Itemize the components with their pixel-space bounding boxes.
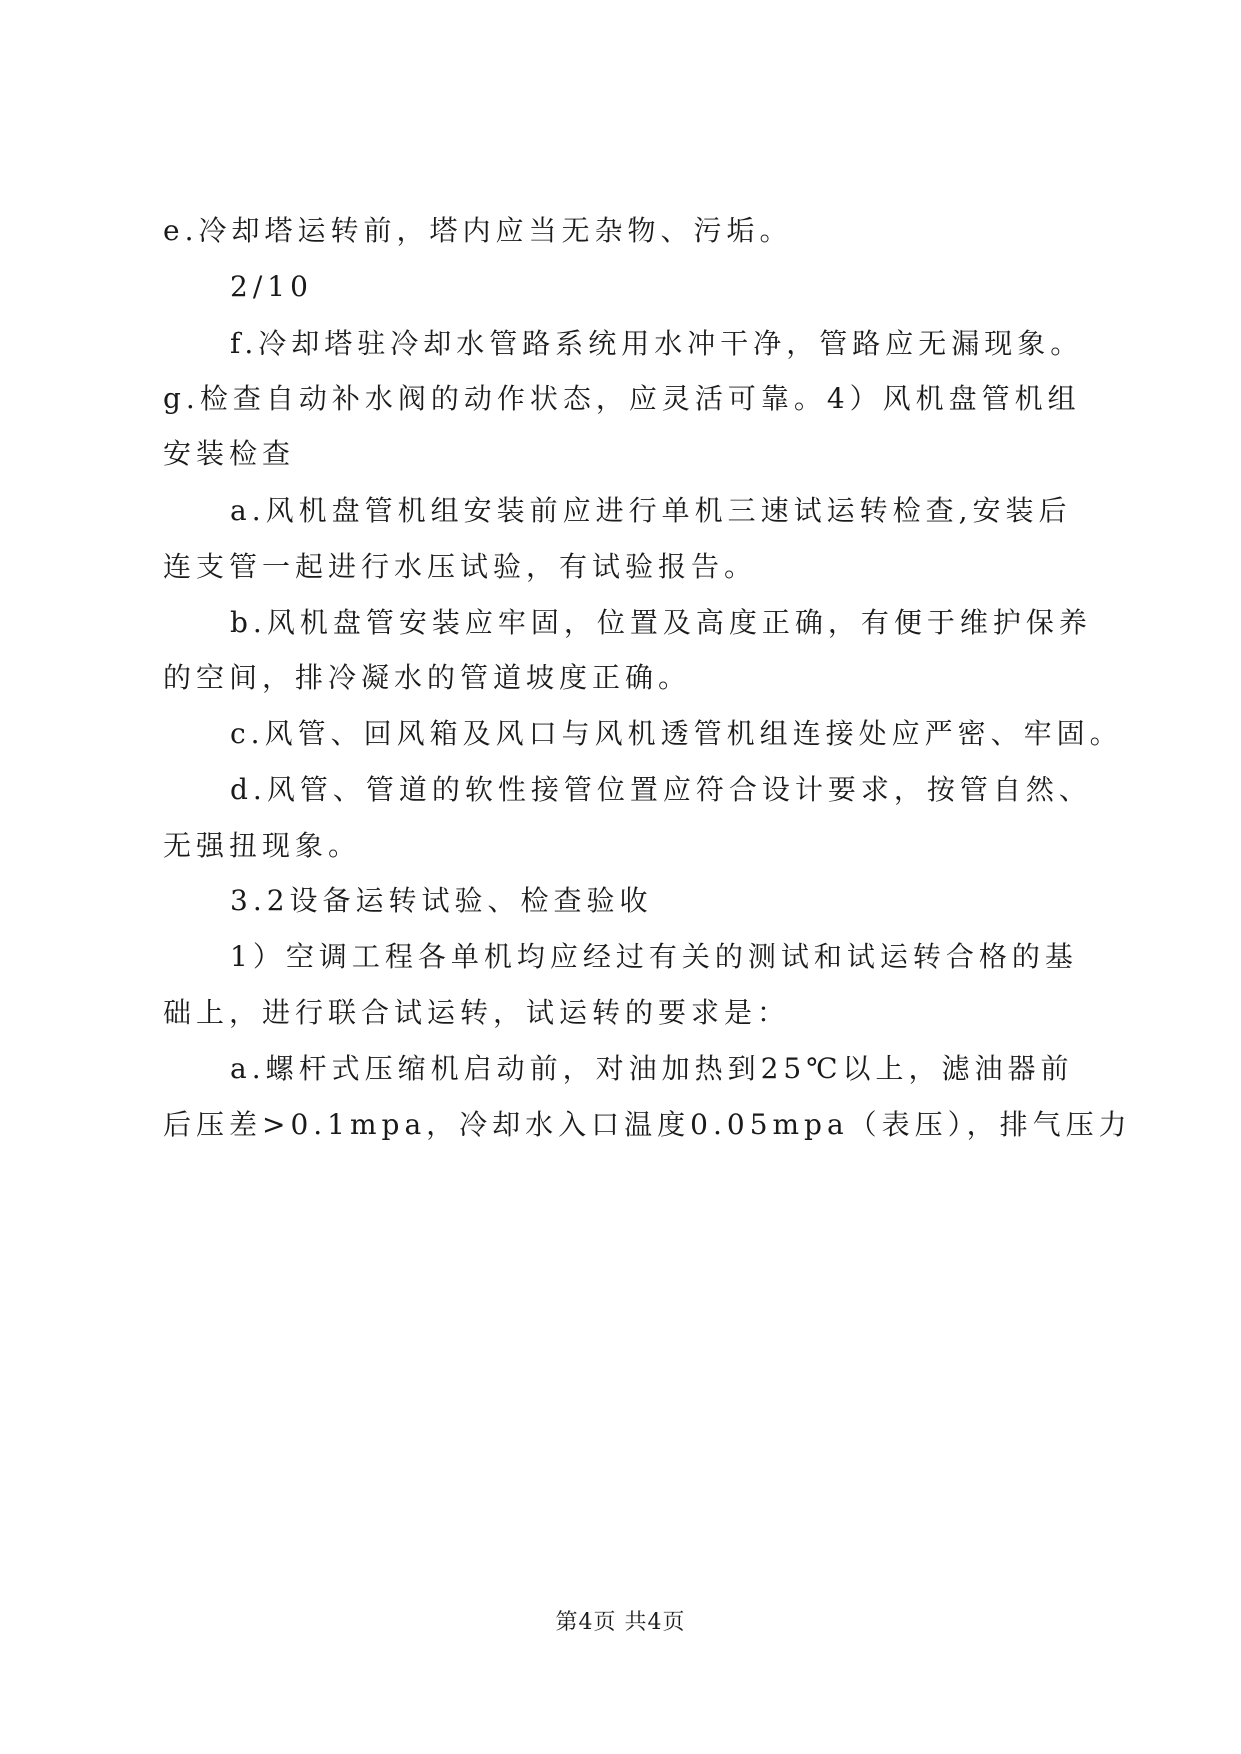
text-line: a.螺杆式压缩机启动前，对油加热到25℃以上，滤油器前 [230, 1052, 1074, 1085]
text-line: b.风机盘管安装应牢固，位置及高度正确，有便于维护保养 [230, 606, 1092, 639]
page-marker: 2/10 [230, 270, 313, 303]
text-line: 连支管一起进行水压试验，有试验报告。 [163, 550, 758, 583]
text-line: 安装检查 [163, 437, 296, 470]
text-line: 后压差>0.1mpa，冷却水入口温度0.05mpa（表压），排气压力 [163, 1108, 1132, 1141]
text-line: 1）空调工程各单机均应经过有关的测试和试运转合格的基 [230, 940, 1078, 973]
text-line: e.冷却塔运转前，塔内应当无杂物、污垢。 [163, 214, 793, 247]
text-line: g.检查自动补水阀的动作状态，应灵活可靠。4）风机盘管机组 [163, 382, 1081, 415]
section-heading: 3.2设备运转试验、检查验收 [230, 884, 653, 917]
page-footer: 第4页 共4页 [555, 1610, 686, 1635]
text-line: d.风管、管道的软性接管位置应符合设计要求，按管自然、 [230, 773, 1092, 806]
text-line: 无强扭现象。 [163, 829, 362, 862]
text-line: 础上，进行联合试运转，试运转的要求是： [163, 996, 791, 1029]
text-line: c.风管、回风箱及风口与风机透管机组连接处应严密、牢固。 [230, 717, 1123, 750]
text-line: a.风机盘管机组安装前应进行单机三速试运转检查,安装后 [230, 494, 1072, 527]
text-line: 的空间，排冷凝水的管道坡度正确。 [163, 661, 692, 694]
text-line: f.冷却塔驻冷却水管路系统用水冲干净，管路应无漏现象。 [230, 327, 1084, 360]
